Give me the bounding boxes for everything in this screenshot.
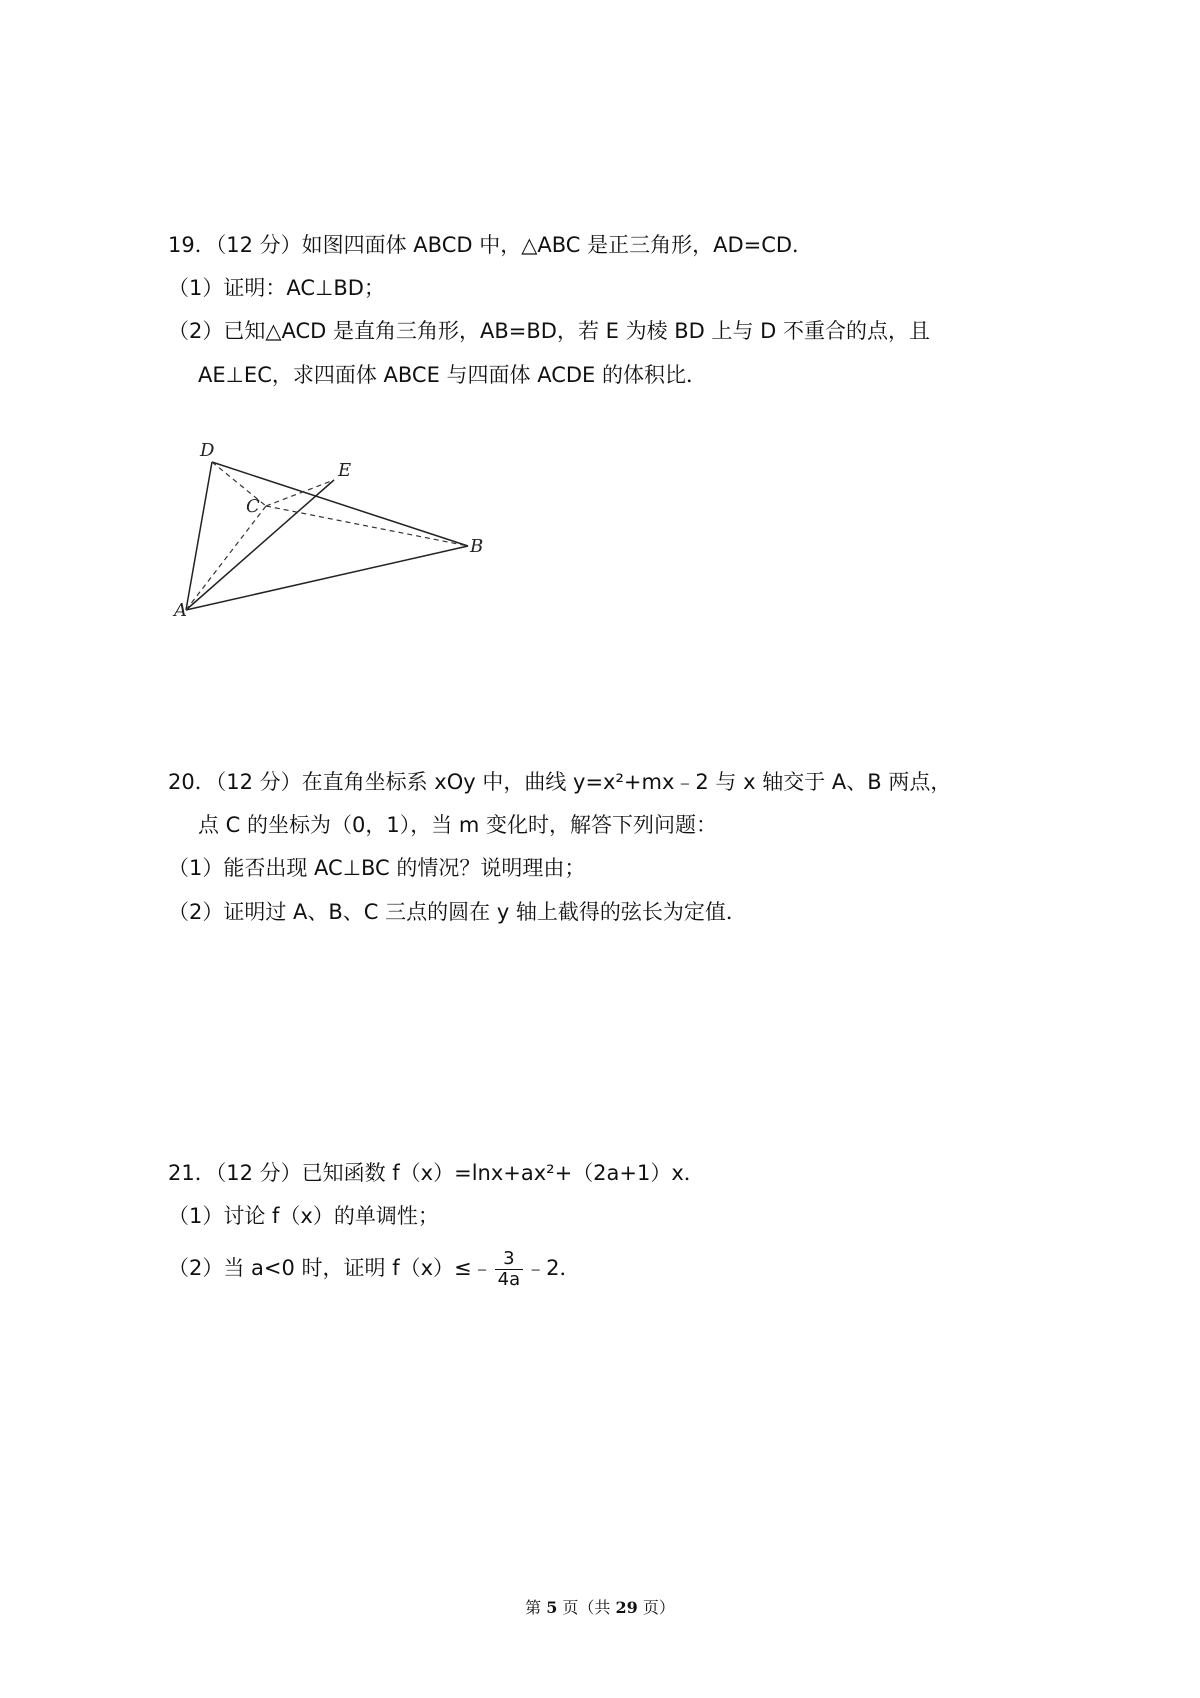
q20-part2: （2）证明过 A、B、C 三点的圆在 y 轴上截得的弦长为定值． [168, 900, 747, 924]
q19-part2-line2: AE⊥EC，求四面体 ABCE 与四面体 ACDE 的体积比． [198, 363, 707, 387]
footer-suffix: 页） [637, 1598, 675, 1617]
edge-AB [186, 546, 468, 610]
label-E: E [338, 460, 352, 481]
footer-middle: 页（共 [557, 1598, 616, 1617]
q19-part1: （1）证明：AC⊥BD； [168, 276, 385, 300]
q21-part2-suffix: ﹣2． [525, 1256, 581, 1280]
page-footer [0, 1596, 1200, 1620]
edge-CB [266, 506, 468, 546]
q21-stem: 21．（12 分）已知函数 f（x）=lnx+ax²+（2a+1）x． [168, 1161, 705, 1185]
edge-CE [266, 480, 334, 506]
q21-part2-prefix: （2）当 a<0 时，证明 f（x）≤﹣ [168, 1256, 493, 1280]
q20-stem-line1: 20．（12 分）在直角坐标系 xOy 中，曲线 y=x²+mx﹣2 与 x 轴交于 A、B 两点， [168, 770, 952, 794]
label-D: D [200, 440, 215, 461]
label-C: C [246, 496, 260, 517]
fraction [495, 1249, 523, 1290]
label-B: B [470, 536, 484, 557]
tetrahedron-diagram [174, 440, 538, 672]
q21-part1: （1）讨论 f（x）的单调性； [168, 1204, 439, 1228]
q20-part1: （1）能否出现 AC⊥BC 的情况？说明理由； [168, 856, 586, 880]
q20-stem-line2: 点 C 的坐标为（0，1），当 m 变化时，解答下列问题： [198, 813, 718, 837]
q19-stem: 19．（12 分）如图四面体 ABCD 中，△ABC 是正三角形，AD=CD． [168, 233, 814, 257]
tetrahedron-figure [174, 440, 538, 672]
edge-DA [186, 462, 212, 610]
edge-AE [186, 480, 334, 610]
fraction-numerator: 3 [495, 1249, 523, 1270]
fraction-denominator: 4a [497, 1268, 521, 1290]
q19-part2-line1: （2）已知△ACD 是直角三角形，AB=BD，若 E 为棱 BD 上与 D 不重合的点，且 [168, 319, 931, 343]
q21-part2 [168, 1246, 581, 1290]
footer-page-number: 5 [546, 1598, 558, 1617]
footer-prefix: 第 [525, 1598, 547, 1617]
footer-total-pages: 29 [615, 1598, 638, 1617]
label-A: A [174, 600, 187, 621]
